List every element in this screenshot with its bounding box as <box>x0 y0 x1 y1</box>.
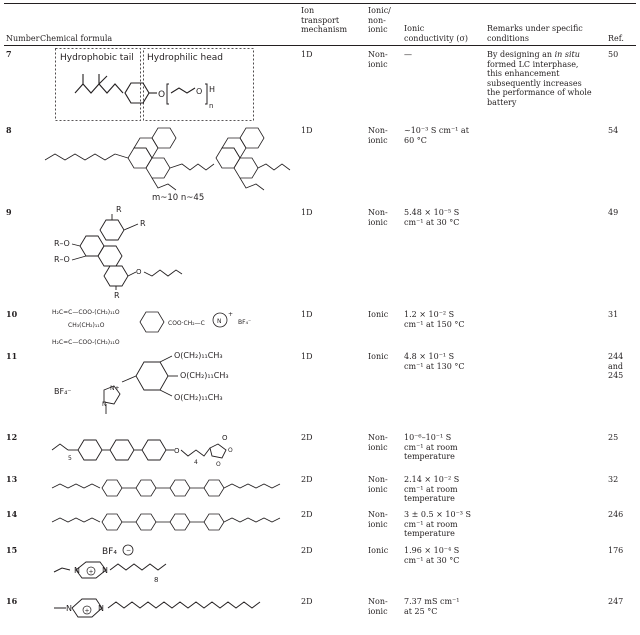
row-12-structure <box>48 428 248 468</box>
row-11-ionic: Ionic <box>368 352 389 361</box>
svg-text:N: N <box>102 401 107 408</box>
row-13-conductivity: 2.14 × 10⁻² S cm⁻¹ at room temperature <box>404 475 460 503</box>
svg-text:+: + <box>88 568 94 576</box>
top-rule <box>4 3 636 4</box>
svg-text:O: O <box>216 461 221 468</box>
svg-text:O: O <box>174 447 180 455</box>
hydrophilic-head-label: Hydrophilic head <box>147 53 224 63</box>
mn-label: m~10 n~45 <box>152 193 205 203</box>
row-10-conductivity: 1.2 × 10⁻² S cm⁻¹ at 150 °C <box>404 310 465 329</box>
row-14-structure <box>50 508 290 538</box>
svg-text:BF₄: BF₄ <box>102 547 117 557</box>
row-9-mechanism: 1D <box>301 208 313 217</box>
svg-text:H₂C=C—COO-(CH₂)₁₁O: H₂C=C—COO-(CH₂)₁₁O <box>52 339 120 346</box>
row-12-ionic: Non- ionic <box>368 433 388 452</box>
row-16-ref: 247 <box>608 597 624 606</box>
svg-text:O: O <box>222 434 228 442</box>
svg-text:N: N <box>217 318 222 325</box>
row-14-ionic: Non- ionic <box>368 510 388 529</box>
row-16-mechanism: 2D <box>301 597 313 606</box>
header-mechanism: Ion transport mechanism <box>301 6 348 34</box>
row-7-number: 7 <box>6 49 12 59</box>
row-8-structure <box>40 120 295 202</box>
svg-text:O: O <box>158 90 166 100</box>
svg-text:8: 8 <box>154 576 159 584</box>
row-9-number: 9 <box>6 207 12 217</box>
svg-text:R: R <box>140 219 146 228</box>
header-number: Number <box>6 34 40 43</box>
row-14-mechanism: 2D <box>301 510 313 519</box>
row-12-number: 12 <box>6 432 18 442</box>
svg-text:N+: N+ <box>110 385 120 392</box>
header-conductivity: Ionic conductivity (σ) <box>404 24 469 43</box>
svg-text:COO·CH₂—C: COO·CH₂—C <box>168 320 205 327</box>
row-12-mechanism: 2D <box>301 433 313 442</box>
row-9-ref: 49 <box>608 208 619 217</box>
row-15-ref: 176 <box>608 546 624 555</box>
row-9-ionic: Non- ionic <box>368 208 388 227</box>
row-7-conductivity: — <box>404 50 412 59</box>
row-10-ionic: Ionic <box>368 310 389 319</box>
svg-text:O(CH₂)₁₁CH₃: O(CH₂)₁₁CH₃ <box>180 371 229 380</box>
row-11-mechanism: 1D <box>301 352 313 361</box>
svg-text:n: n <box>209 102 214 110</box>
row-13-structure <box>50 474 290 504</box>
svg-text:N: N <box>74 566 80 575</box>
svg-text:R: R <box>114 291 120 300</box>
row-16-structure <box>50 590 290 628</box>
row-11-ref: 244 and 245 <box>608 352 624 380</box>
svg-text:H₂C=C—COO-(CH₂)₁₁O: H₂C=C—COO-(CH₂)₁₁O <box>52 309 120 316</box>
row-11-conductivity: 4.8 × 10⁻¹ S cm⁻¹ at 130 °C <box>404 352 465 371</box>
row-8-ref: 54 <box>608 126 619 135</box>
svg-text:R–O: R–O <box>54 239 70 248</box>
svg-text:+: + <box>84 607 90 615</box>
svg-text:BF₄⁻: BF₄⁻ <box>238 319 252 326</box>
header-remarks: Remarks under specific conditions <box>487 24 583 43</box>
row-13-mechanism: 2D <box>301 475 313 484</box>
svg-text:O: O <box>228 447 233 454</box>
svg-text:O: O <box>196 87 203 96</box>
svg-text:−: − <box>126 547 132 554</box>
svg-text:R–O: R–O <box>54 255 70 264</box>
row-7-mechanism: 1D <box>301 50 313 59</box>
row-7-remarks: By designing an in situ formed LC interphase, this enhancement subsequently increases the performance of whole battery <box>487 50 592 107</box>
row-10-structure <box>52 304 292 350</box>
row-8-number: 8 <box>6 125 12 135</box>
header-ref: Ref. <box>608 34 624 43</box>
row-8-ionic: Non- ionic <box>368 126 388 145</box>
svg-text:N: N <box>98 604 104 613</box>
svg-text:4: 4 <box>194 459 198 466</box>
row-9-structure <box>50 200 190 302</box>
row-14-conductivity: 3 ± 0.5 × 10⁻³ S cm⁻¹ at room temperature <box>404 510 472 538</box>
hydrophobic-tail-label: Hydrophobic tail <box>60 53 134 63</box>
svg-text:H: H <box>209 85 216 94</box>
row-8-conductivity: ~10⁻³ S cm⁻¹ at 60 °C <box>404 126 469 145</box>
row-12-ref: 25 <box>608 433 619 442</box>
header-formula: Chemical formula <box>40 34 113 43</box>
svg-text:+: + <box>228 311 234 318</box>
row-9-conductivity: 5.48 × 10⁻⁵ S cm⁻¹ at 30 °C <box>404 208 460 227</box>
row-10-ref: 31 <box>608 310 619 319</box>
row-16-ionic: Non- ionic <box>368 597 388 616</box>
svg-text:BF₄⁻: BF₄⁻ <box>54 387 72 396</box>
svg-text:O: O <box>136 268 142 276</box>
svg-text:N: N <box>66 604 72 613</box>
svg-text:O(CH₂)₁₁CH₃: O(CH₂)₁₁CH₃ <box>174 351 223 360</box>
row-13-number: 13 <box>6 474 18 484</box>
row-11-number: 11 <box>6 351 18 361</box>
row-15-number: 15 <box>6 545 18 555</box>
row-7-ref: 50 <box>608 50 619 59</box>
row-10-number: 10 <box>6 309 18 319</box>
row-16-conductivity: 7.37 mS cm⁻¹ at 25 °C <box>404 597 460 616</box>
header-rule <box>4 45 636 46</box>
row-11-structure <box>50 348 250 430</box>
svg-text:N: N <box>102 566 108 575</box>
row-8-mechanism: 1D <box>301 126 313 135</box>
svg-text:O(CH₂)₁₁CH₃: O(CH₂)₁₁CH₃ <box>174 393 223 402</box>
row-7-ionic: Non- ionic <box>368 50 388 69</box>
row-12-conductivity: 10⁻⁶–10⁻¹ S cm⁻¹ at room temperature <box>404 433 458 461</box>
row-16-number: 16 <box>6 596 18 606</box>
svg-text:5: 5 <box>68 455 72 462</box>
row-15-conductivity: 1.96 × 10⁻⁴ S cm⁻¹ at 30 °C <box>404 546 460 565</box>
row-15-mechanism: 2D <box>301 546 313 555</box>
svg-text:CH₃(CH₂)₁₁O: CH₃(CH₂)₁₁O <box>68 322 105 329</box>
row-7-structure <box>55 48 255 122</box>
row-14-number: 14 <box>6 509 18 519</box>
row-13-ionic: Non- ionic <box>368 475 388 494</box>
row-13-ref: 32 <box>608 475 619 484</box>
header-ionic: Ionic/ non- ionic <box>368 6 391 34</box>
row-10-mechanism: 1D <box>301 310 313 319</box>
row-15-structure <box>50 542 210 584</box>
row-14-ref: 246 <box>608 510 624 519</box>
svg-text:R: R <box>116 205 122 214</box>
row-15-ionic: Ionic <box>368 546 389 555</box>
